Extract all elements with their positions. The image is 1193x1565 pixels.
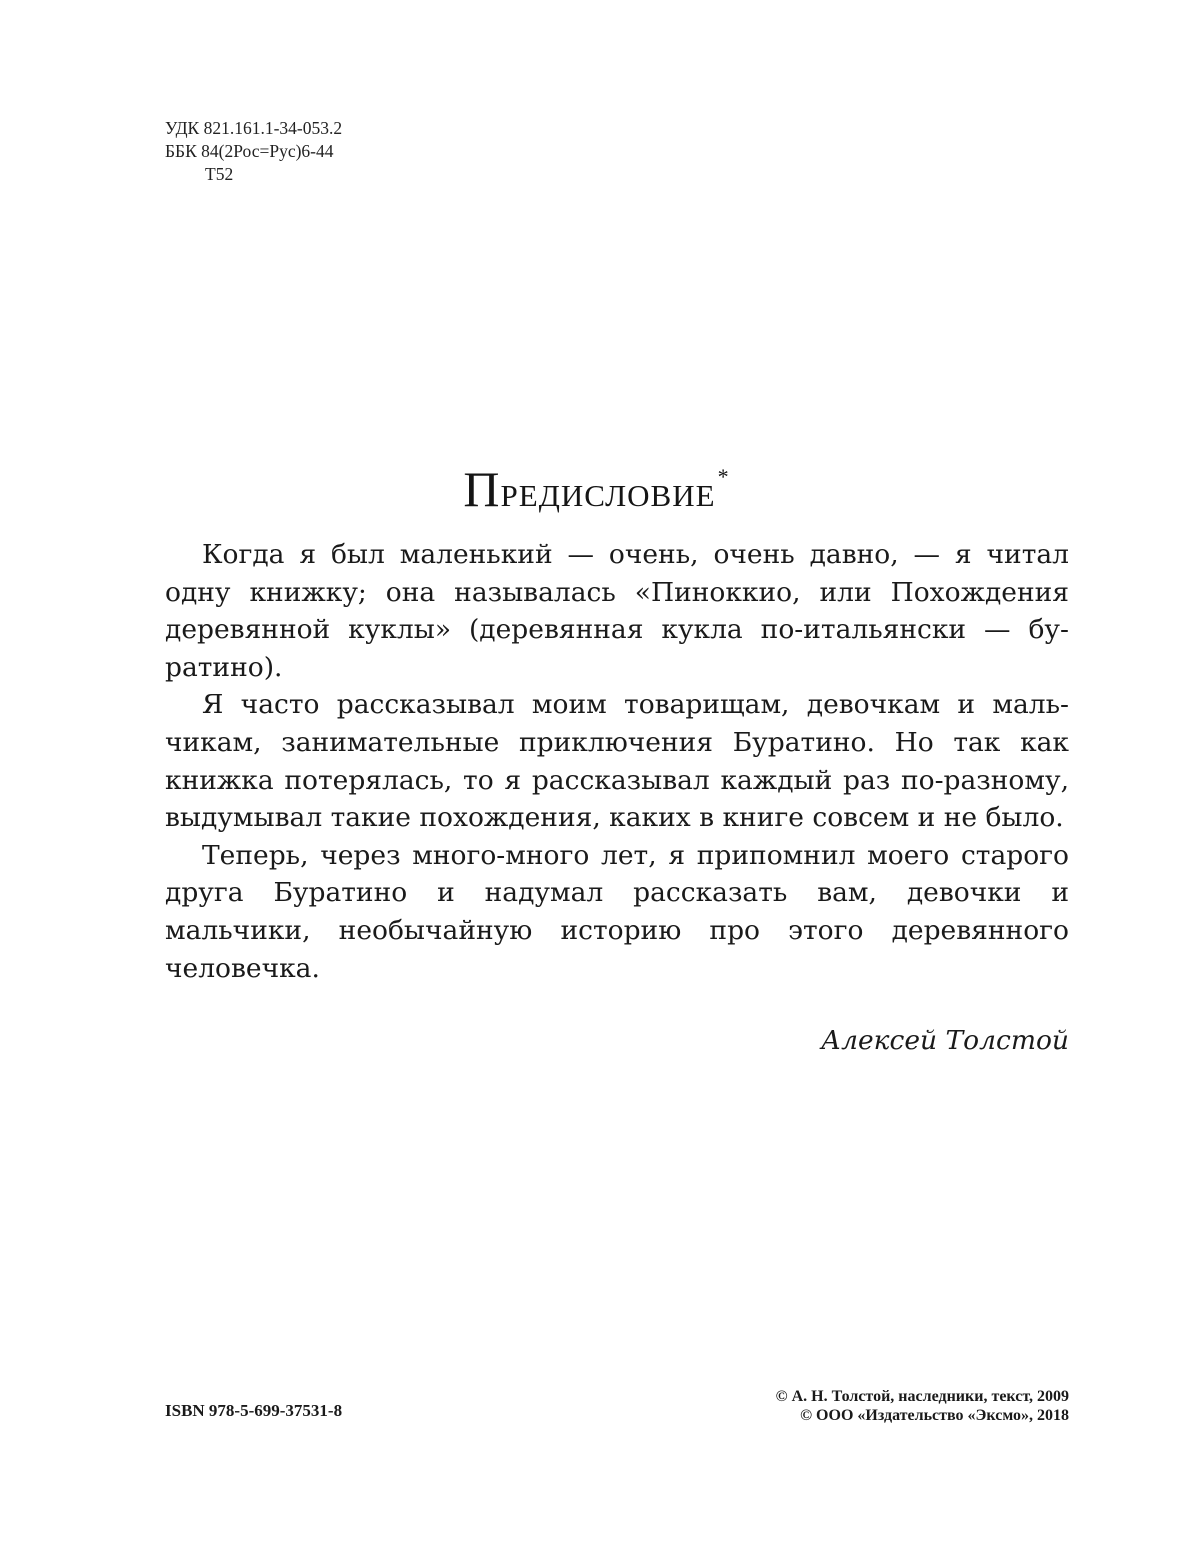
footnote-mark: * xyxy=(717,464,730,489)
library-classification xyxy=(165,117,342,186)
paragraph-3: Теперь, через много-много лет, я припомнил моего старого друга Буратино и надумал рассказать вам, девочки и мальчики, необычайную историю про этого деревянного человечка. xyxy=(165,839,1069,984)
paragraph-1: Когда я был маленький — очень, очень давно, — я читал одну книжку; она называлась «Пиноккио, или Похождения деревянной куклы» (деревянная кукла по-итальянски — буратино). xyxy=(165,539,1069,683)
bbk-code: ББК 84(2Рос=Рус)6-44 xyxy=(165,141,334,161)
udk-code: УДК 821.161.1-34-053.2 xyxy=(165,118,343,138)
isbn: ISBN 978-5-699-37531-8 xyxy=(165,1401,343,1420)
copyright-publisher: © ООО «Издательство «Эксмо», 2018 xyxy=(800,1407,1069,1424)
copyright-block xyxy=(776,1387,1069,1425)
preface-text xyxy=(165,536,1069,987)
page-title xyxy=(0,447,1193,522)
title-initial: П xyxy=(463,461,501,517)
author-mark: Т52 xyxy=(205,164,234,184)
title-rest: редисловие xyxy=(500,467,716,516)
author-signature: Алексей Толстой xyxy=(821,1025,1069,1056)
copyright-text: © А. Н. Толстой, наследники, текст, 2009 xyxy=(775,1388,1069,1405)
paragraph-2: Я часто рассказывал моим товарищам, девочкам и мальчикам, занимательные приключения Буратино. Но так как книжка потерялась, то я рассказывал каждый раз по-разному, выдумывал такие похождения, каких в книге совсем и не было. xyxy=(165,689,1069,834)
